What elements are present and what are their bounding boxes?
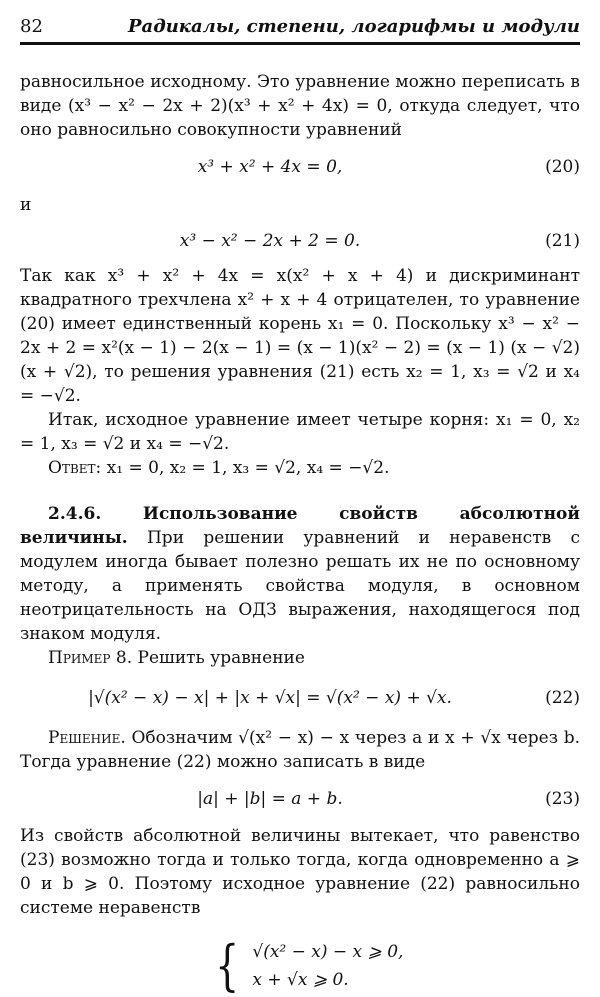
answer-line — [20, 456, 580, 480]
equation-23 — [20, 774, 580, 824]
paragraph-properties: Из свойств абсолютной величины вытекает, что равенство (23) возможно тогда и только тогда, когда одновременно a ⩾ 0 и b ⩾ 0. Поэтому исходное уравнение (22) равносильно системе неравенств — [20, 826, 580, 918]
example-text: Решить уравнение — [137, 648, 305, 668]
system-row-1: √(x² − x) − x ⩾ 0, — [252, 942, 404, 962]
section-text: При решении уравнений и неравенств с модулем иногда бывает полезно решать их не по основному методу, а применять свойства модуля, в основном неотрицательность на ОДЗ выражения, находящегося под знаком модуля. — [20, 528, 580, 644]
page-header — [20, 16, 580, 40]
paragraph-factorization: Так как x³ + x² + 4x = x(x² + x + 4) и дискриминант квадратного трехчлена x² + x + 4 отрицателен, то уравнение (20) имеет единственный корень x₁ = 0. Поскольку x³ − x² − 2x + 2 = x²(x − 1) − 2(x − 1) = (x − 1)(x² − 2) = (x − 1) (x − √2) (x + √2), то решения уравнения (21) есть x₂ = 1, x₃ = √2 и x₄ = −√2. — [20, 266, 580, 406]
equation-22-number: (22) — [545, 688, 580, 708]
system-row-2: x + √x ⩾ 0. — [252, 970, 349, 990]
paragraph-roots: Итак, исходное уравнение имеет четыре корня: x₁ = 0, x₂ = 1, x₃ = √2 и x₄ = −√2. — [20, 410, 580, 454]
running-title: Радикалы, степени, логарифмы и модули — [128, 16, 580, 37]
left-brace: { — [215, 934, 240, 997]
page-body — [20, 70, 581, 997]
example-label: Пример 8. — [48, 648, 133, 668]
paragraph-intro: равносильное исходному. Это уравнение можно переписать в виде (x³ − x² − 2x + 2)(x³ + x² + 4x) = 0, откуда следует, что оно равносильно совокупности уравнений — [20, 72, 580, 140]
section-title: 2.4.6. Использование свойств абсолютной величины. — [20, 504, 580, 548]
equation-22 — [20, 670, 580, 726]
system-rows — [252, 938, 403, 994]
answer-text: x₁ = 0, x₂ = 1, x₃ = √2, x₄ = −√2. — [106, 458, 390, 478]
solution-text: Обозначим √(x² − x) − x через a и x + √x через b. Тогда уравнение (22) можно записать в виде — [20, 728, 581, 772]
page-number: 82 — [20, 16, 43, 37]
answer-label: Ответ: — [48, 458, 102, 478]
equation-21-expression: x³ − x² − 2x + 2 = 0. — [179, 231, 361, 251]
equation-21-number: (21) — [545, 231, 580, 251]
solution-paragraph — [20, 726, 580, 774]
equation-23-expression: |a| + |b| = a + b. — [197, 789, 343, 809]
equation-22-expression: |√(x² − x) − x| + |x + √x| = √(x² − x) + √x. — [88, 688, 452, 708]
conjunction-and: и — [20, 195, 32, 215]
solution-label: Решение. — [48, 728, 126, 748]
equation-20-expression: x³ + x² + 4x = 0, — [197, 157, 343, 177]
section-paragraph — [20, 502, 580, 646]
inequality-system — [210, 934, 580, 997]
header-rule — [20, 42, 580, 45]
example-line — [20, 646, 580, 670]
equation-21 — [20, 218, 580, 264]
equation-23-number: (23) — [545, 789, 580, 809]
equation-20-number: (20) — [545, 157, 580, 177]
equation-20 — [20, 142, 580, 192]
